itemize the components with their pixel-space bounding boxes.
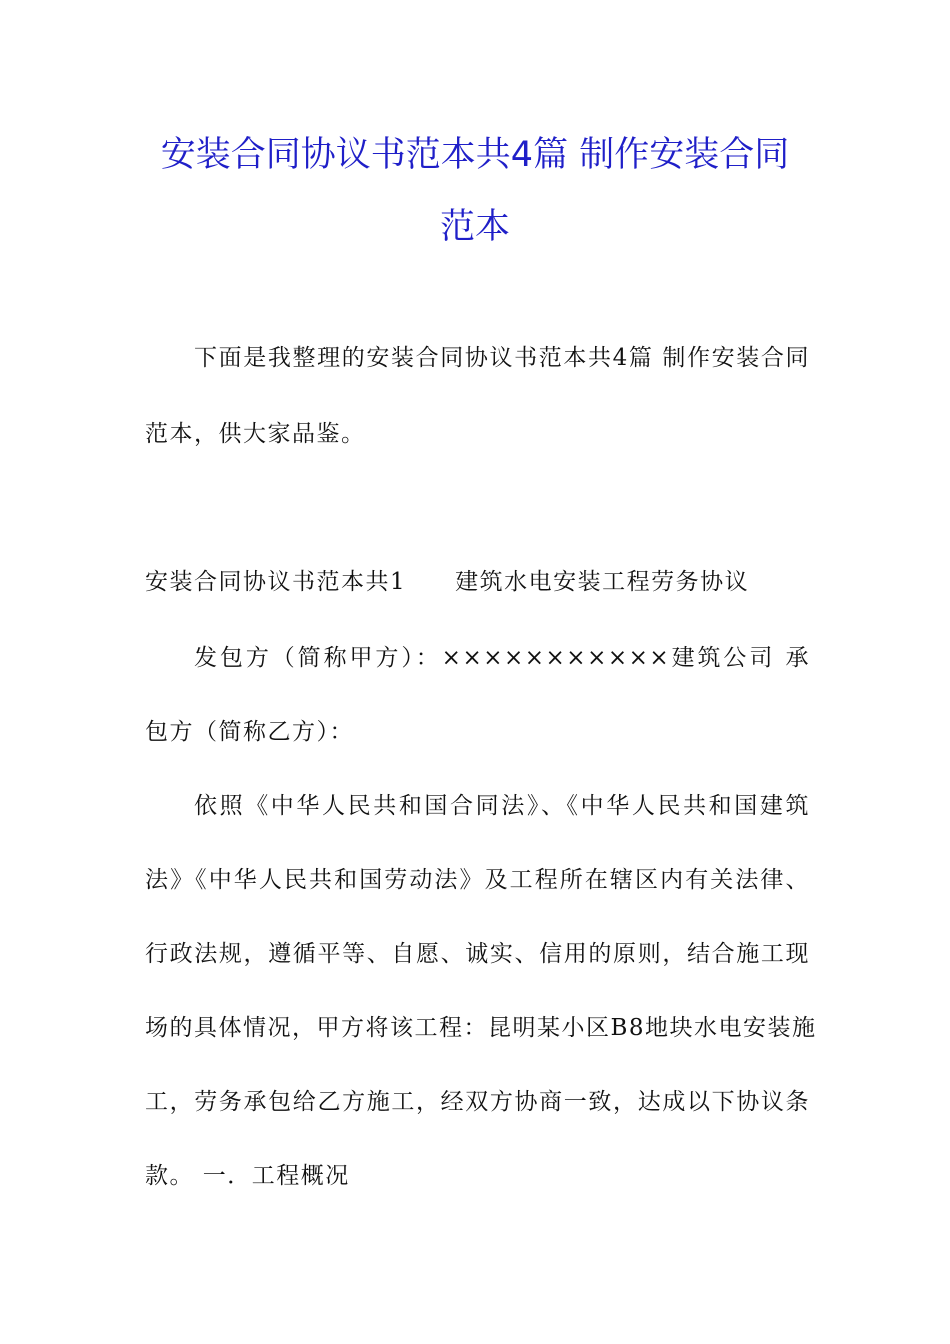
- document-title-line-1: 安装合同协议书范本共4篇 制作安装合同: [160, 135, 790, 175]
- body-line-1: 依照《中华人民共和国合同法》、《中华人民共和国建筑: [194, 793, 810, 819]
- intro-line-2: 范本，供大家品鉴。: [145, 421, 366, 447]
- body-line-2: 法》《中华人民共和国劳动法》及工程所在辖区内有关法律、: [145, 867, 810, 893]
- intro-line-1: 下面是我整理的安装合同协议书范本共4篇 制作安装合同: [194, 345, 810, 371]
- body-line-5: 工，劳务承包给乙方施工，经双方协商一致，达成以下协议条: [145, 1089, 810, 1115]
- section-heading: 安装合同协议书范本共1 建筑水电安装工程劳务协议: [145, 569, 750, 595]
- parties-line-2: 包方（简称乙方）：: [145, 719, 354, 745]
- body-line-3: 行政法规，遵循平等、自愿、诚实、信用的原则，结合施工现: [145, 941, 810, 967]
- body-line-4: 场的具体情况，甲方将该工程：昆明某小区B8地块水电安装施: [145, 1015, 817, 1041]
- parties-line-1: 发包方（简称甲方）：×××××××××××建筑公司 承: [194, 645, 810, 671]
- document-title-line-2: 范本: [439, 207, 510, 247]
- body-line-6: 款。 一．工程概况: [145, 1163, 350, 1189]
